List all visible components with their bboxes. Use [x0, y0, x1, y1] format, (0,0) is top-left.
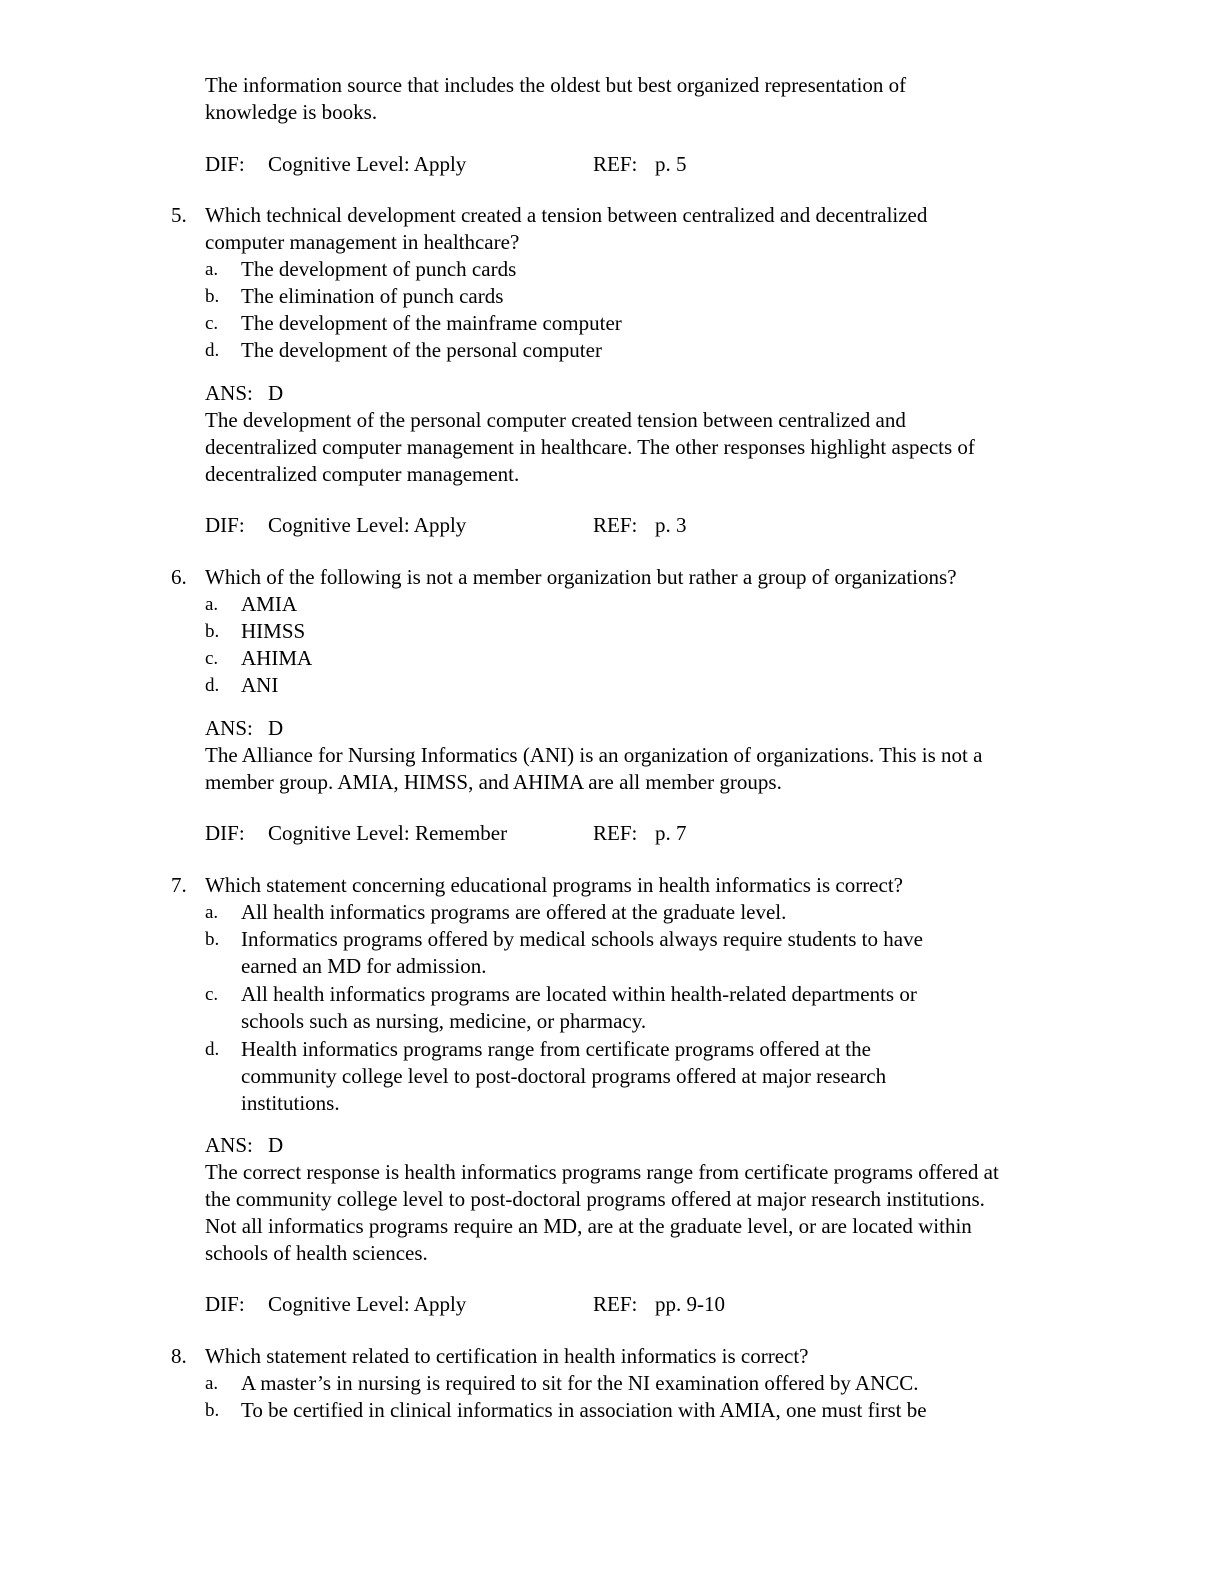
rationale-line: The development of the personal computer created tension between centralized and — [205, 408, 906, 432]
rationale-line: The Alliance for Nursing Informatics (ANI) is an organization of organizations. This is not a — [205, 743, 983, 767]
option-letter-b: b. — [205, 929, 220, 950]
dif-label: DIF: — [205, 821, 245, 845]
option-letter-d: d. — [205, 1039, 220, 1060]
question-stem-line: Which statement concerning educational programs in health informatics is correct? — [205, 873, 903, 897]
answer-value: D — [268, 381, 284, 405]
option-c-text: schools such as nursing, medicine, or pharmacy. — [241, 1009, 647, 1033]
option-d-text: ANI — [241, 673, 279, 697]
option-letter-b: b. — [205, 286, 220, 307]
option-letter-b: b. — [205, 621, 220, 642]
dif-value: Cognitive Level: Remember — [268, 821, 508, 845]
rationale-line: member group. AMIA, HIMSS, and AHIMA are all member groups. — [205, 770, 782, 794]
option-d-text: Health informatics programs range from certificate programs offered at the — [241, 1037, 871, 1061]
ref-value: p. 3 — [655, 513, 687, 537]
dif-label: DIF: — [205, 513, 245, 537]
option-letter-a: a. — [205, 594, 219, 615]
question-number: 8. — [171, 1344, 187, 1368]
option-c-text: The development of the mainframe computer — [241, 311, 622, 335]
option-b-text: To be certified in clinical informatics in association with AMIA, one must first be — [241, 1398, 927, 1422]
rationale-line: the community college level to post-doctoral programs offered at major research institutions. — [205, 1187, 985, 1211]
ref-value: pp. 9-10 — [655, 1292, 725, 1316]
option-letter-a: a. — [205, 1373, 219, 1394]
option-b-text: HIMSS — [241, 619, 306, 643]
dif-value: Cognitive Level: Apply — [268, 1292, 467, 1316]
option-a-text: All health informatics programs are offered at the graduate level. — [241, 900, 787, 924]
option-d-text: The development of the personal computer — [241, 338, 602, 362]
option-letter-a: a. — [205, 902, 219, 923]
question-stem-line: Which of the following is not a member organization but rather a group of organizations? — [205, 565, 957, 589]
dif-value: Cognitive Level: Apply — [268, 513, 467, 537]
rationale-line: decentralized computer management. — [205, 462, 520, 486]
question-stem-line: Which statement related to certification in health informatics is correct? — [205, 1344, 809, 1368]
ref-value: p. 7 — [655, 821, 687, 845]
carryover-dif-label: DIF: — [205, 152, 245, 176]
option-d-text: institutions. — [241, 1091, 340, 1115]
option-a-text: A master’s in nursing is required to sit for the NI examination offered by ANCC. — [241, 1371, 919, 1395]
option-d-text: community college level to post-doctoral programs offered at major research — [241, 1064, 887, 1088]
option-b-text: Informatics programs offered by medical schools always require students to have — [241, 927, 923, 951]
question-stem-line: Which technical development created a tension between centralized and decentralized — [205, 203, 928, 227]
ref-label: REF: — [593, 513, 638, 537]
carryover-rationale-line-1: The information source that includes the oldest but best organized representation of — [205, 73, 907, 97]
carryover-rationale-line-2: knowledge is books. — [205, 100, 378, 124]
rationale-line: schools of health sciences. — [205, 1241, 428, 1265]
question-stem-line: computer management in healthcare? — [205, 230, 520, 254]
option-letter-b: b. — [205, 1400, 220, 1421]
option-letter-d: d. — [205, 675, 220, 696]
answer-label: ANS: — [205, 716, 253, 740]
option-letter-c: c. — [205, 984, 219, 1005]
rationale-line: Not all informatics programs require an MD, are at the graduate level, or are located within — [205, 1214, 972, 1238]
carryover-ref-value: p. 5 — [655, 152, 687, 176]
answer-value: D — [268, 716, 284, 740]
question-number: 6. — [171, 565, 187, 589]
ref-label: REF: — [593, 821, 638, 845]
question-number: 5. — [171, 203, 187, 227]
option-letter-c: c. — [205, 313, 219, 334]
answer-label: ANS: — [205, 1133, 253, 1157]
option-b-text: The elimination of punch cards — [241, 284, 504, 308]
option-a-text: AMIA — [241, 592, 297, 616]
carryover-dif-value: Cognitive Level: Apply — [268, 152, 467, 176]
ref-label: REF: — [593, 1292, 638, 1316]
dif-label: DIF: — [205, 1292, 245, 1316]
question-number: 7. — [171, 873, 187, 897]
option-c-text: All health informatics programs are located within health-related departments or — [241, 982, 917, 1006]
answer-label: ANS: — [205, 381, 253, 405]
answer-value: D — [268, 1133, 284, 1157]
option-letter-a: a. — [205, 259, 219, 280]
rationale-line: The correct response is health informatics programs range from certificate programs offered at — [205, 1160, 999, 1184]
option-c-text: AHIMA — [241, 646, 313, 670]
option-letter-d: d. — [205, 340, 220, 361]
option-a-text: The development of punch cards — [241, 257, 517, 281]
rationale-line: decentralized computer management in healthcare. The other responses highlight aspects of — [205, 435, 975, 459]
option-letter-c: c. — [205, 648, 219, 669]
carryover-ref-label: REF: — [593, 152, 638, 176]
option-b-text: earned an MD for admission. — [241, 954, 487, 978]
